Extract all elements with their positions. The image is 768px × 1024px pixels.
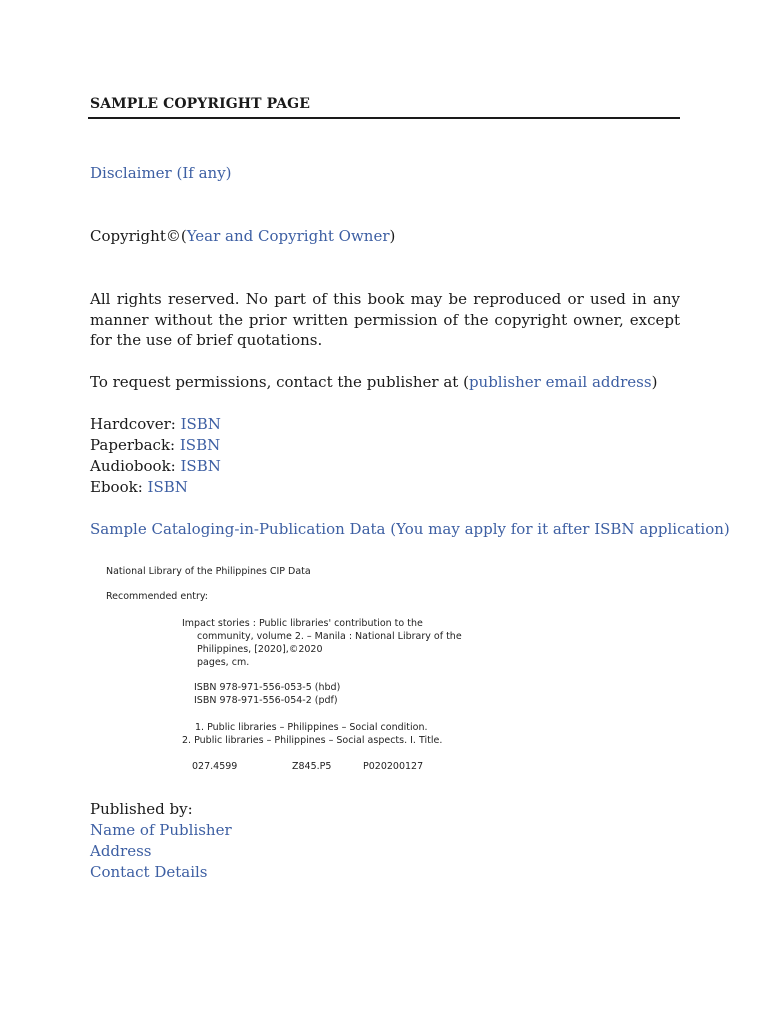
- rights-reserved-paragraph: All rights reserved. No part of this book may be reproduced or used in any manner without the prior written permission of the copyright owner, except for the use of brief quotations.: [90, 290, 680, 349]
- isbn-value: ISBN: [180, 415, 221, 433]
- cip-entry-line: pages, cm.: [197, 657, 250, 668]
- isbn-label: Paperback:: [90, 436, 180, 454]
- isbn-value: ISBN: [147, 478, 188, 496]
- copyright-owner: Year and Copyright Owner: [186, 227, 390, 245]
- page-title: SAMPLE COPYRIGHT PAGE: [90, 96, 311, 112]
- isbn-value: ISBN: [180, 457, 221, 475]
- isbn-label: Audiobook:: [90, 457, 181, 475]
- permissions-suffix: ): [651, 373, 658, 391]
- publisher-contact: Contact Details: [90, 863, 208, 881]
- isbn-paperback: [90, 435, 220, 456]
- isbn-audiobook: [90, 456, 221, 477]
- cip-isbn-line: ISBN 978-971-556-054-2 (pdf): [194, 695, 338, 706]
- title-divider: [88, 117, 680, 119]
- copyright-prefix: Copyright©(: [90, 227, 187, 245]
- copyright-suffix: ): [389, 227, 396, 245]
- cip-heading: Sample Cataloging-in-Publication Data (You may apply for it after ISBN application): [90, 520, 730, 538]
- publisher-email: publisher email address: [468, 373, 652, 391]
- disclaimer-text: Disclaimer (If any): [90, 164, 232, 182]
- cip-subject-line: 1. Public libraries – Philippines – Social condition.: [195, 722, 428, 733]
- published-by-label: Published by:: [90, 800, 193, 818]
- isbn-label: Ebook:: [90, 478, 148, 496]
- permissions-line: [90, 372, 657, 393]
- cip-subject-line: 2. Public libraries – Philippines – Social aspects. I. Title.: [182, 735, 443, 746]
- cip-entry-line: community, volume 2. – Manila : National Library of the: [197, 631, 462, 642]
- cip-class-number: 027.4599: [192, 761, 238, 772]
- cip-class-number: P020200127: [363, 761, 424, 772]
- cip-entry-line: Impact stories : Public libraries' contribution to the: [182, 618, 423, 629]
- cip-class-number: Z845.P5: [292, 761, 332, 772]
- publisher-address: Address: [90, 842, 152, 860]
- cip-entry-line: Philippines, [2020],©2020: [197, 644, 323, 655]
- permissions-prefix: To request permissions, contact the publisher at (: [90, 373, 469, 391]
- cip-recommended-entry: Recommended entry:: [106, 591, 208, 602]
- isbn-hardcover: [90, 414, 221, 435]
- copyright-line: [90, 226, 395, 247]
- publisher-name: Name of Publisher: [90, 821, 232, 839]
- cip-data-image: [106, 563, 466, 781]
- cip-isbn-line: ISBN 978-971-556-053-5 (hbd): [194, 682, 341, 693]
- isbn-value: ISBN: [179, 436, 221, 454]
- isbn-label: Hardcover:: [90, 415, 181, 433]
- isbn-ebook: [90, 477, 188, 498]
- cip-header: National Library of the Philippines CIP Data: [106, 566, 311, 577]
